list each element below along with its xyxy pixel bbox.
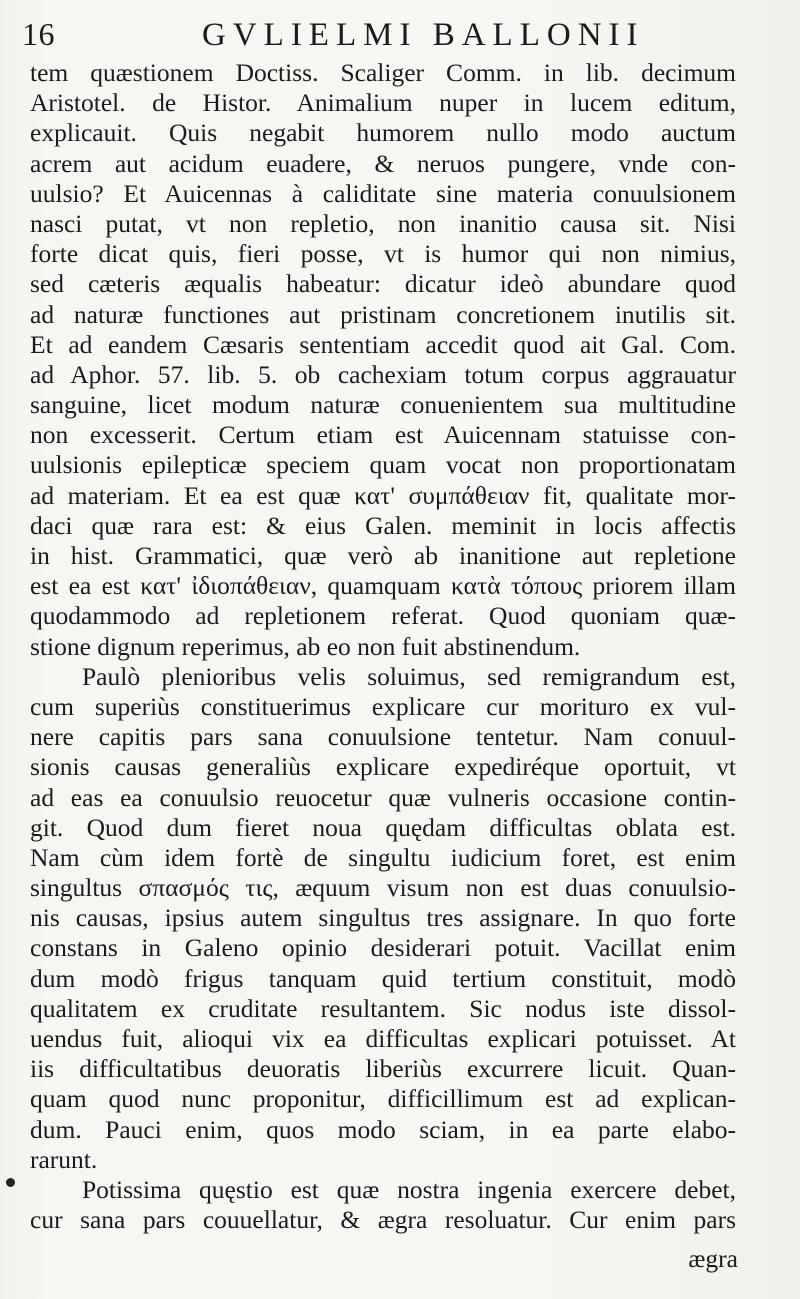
text-line: stione dignum reperimus, ab eo non fuit abstinendum. [30,631,581,661]
text-line: ad materiam. Et ea est quæ κατ' συμπάθειαν fit, qualitate mor- [30,480,736,510]
text-line: ad eas ea conuulsio reuocetur quæ vulneris occasione contin- [30,782,736,812]
text-line: nere capitis pars sana conuulsione tentetur. Nam conuul- [30,722,736,752]
text-line: quam quod nunc proponitur, difficillimum est ad explican- [30,1084,736,1114]
text-line: in hist. Grammatici, quæ verò ab inanitione aut repletione [30,541,736,570]
text-line: Aristotel. de Histor. Animalium nuper in lucem editum, [30,88,736,118]
page-number: 16 [22,16,55,52]
text-line: uendus fuit, alioqui vix ea difficultas explicari potuisset. At [30,1024,736,1053]
running-head: GVLIELMI BALLONII [202,17,645,53]
text-line: ad naturæ functiones aut pristinam concretionem inutilis sit. [30,299,736,329]
text-line: constans in Galeno opinio desiderari potuit. Vacillat enim [30,933,736,963]
text-line: dum. Pauci enim, quos modo sciam, in ea parte elabo- [30,1114,736,1144]
text-line: Nam cùm idem fortè de singultu iudicium foret, est enim [30,842,736,872]
text-line: cur sana pars couuellatur, & ægra resoluatur. Cur enim pars [30,1205,736,1235]
text-line: uulsio? Et Auicennas à caliditate sine materia conuulsionem [30,178,736,208]
text-line: quodammodo ad repletionem referat. Quod quoniam quæ- [30,601,736,631]
text-line: dum modò frigus tanquam quid tertium constituit, modò [30,963,736,993]
text-line: sanguine, licet modum naturæ conuenientem sua multitudine [30,390,736,420]
body-text [30,58,736,1235]
text-line: est ea est κατ' ἰδιοπάθειαν, quamquam κατὰ τόπους priorem illam [30,571,736,601]
text-line: iis difficultatibus deuoratis liberiùs excurrere licuit. Quan- [30,1054,736,1084]
text-line: uulsionis epilepticæ speciem quam vocat non proportionatam [30,450,736,480]
text-line: daci quæ rara est: & eius Galen. meminit in locis affectis [30,510,736,540]
text-line: Et ad eandem Cæsaris sententiam accedit quod ait Gal. Com. [30,329,736,359]
ink-dot-mark [6,1178,15,1187]
page-header [22,16,762,60]
text-line: acrem aut acidum euadere, & neruos pungere, vnde con- [30,148,736,178]
text-line: Potissima quęstio est quæ nostra ingenia exercere debet, [82,1174,736,1204]
text-line: sed cæteris æqualis habeatur: dicatur ideò abundare quod [30,269,736,299]
text-line: forte dicat quis, fieri posse, vt is humor qui non nimius, [30,239,736,269]
text-line: qualitatem ex cruditate resultantem. Sic nodus iste dissol- [30,993,736,1023]
text-line: Paulò plenioribus velis soluimus, sed remigrandum est, [82,661,736,691]
text-line: nis causas, ipsius autem singultus tres assignare. In quo forte [30,903,736,933]
text-line: git. Quod dum fieret noua quędam difficultas oblata est. [30,812,736,842]
text-line: nasci putat, vt non repletio, non inanitio causa sit. Nisi [30,208,736,238]
text-line: sionis causas generaliùs explicare expediréque oportuit, vt [30,752,736,782]
catchword: ægra [688,1244,738,1273]
text-line: cum superiùs constituerimus explicare cur morituro ex vul- [30,691,736,721]
text-line: tem quæstionem Doctiss. Scaliger Comm. in lib. decimum [30,58,736,87]
text-line: ad Aphor. 57. lib. 5. ob cachexiam totum corpus aggrauatur [30,359,736,389]
text-line: non excesserit. Certum etiam est Auicennam statuisse con- [30,420,736,450]
text-line: rarunt. [30,1144,98,1174]
text-line: singultus σπασμός τις, æquum visum non est duas conuulsio- [30,873,736,903]
text-line: explicauit. Quis negabit humorem nullo modo auctum [30,118,736,148]
